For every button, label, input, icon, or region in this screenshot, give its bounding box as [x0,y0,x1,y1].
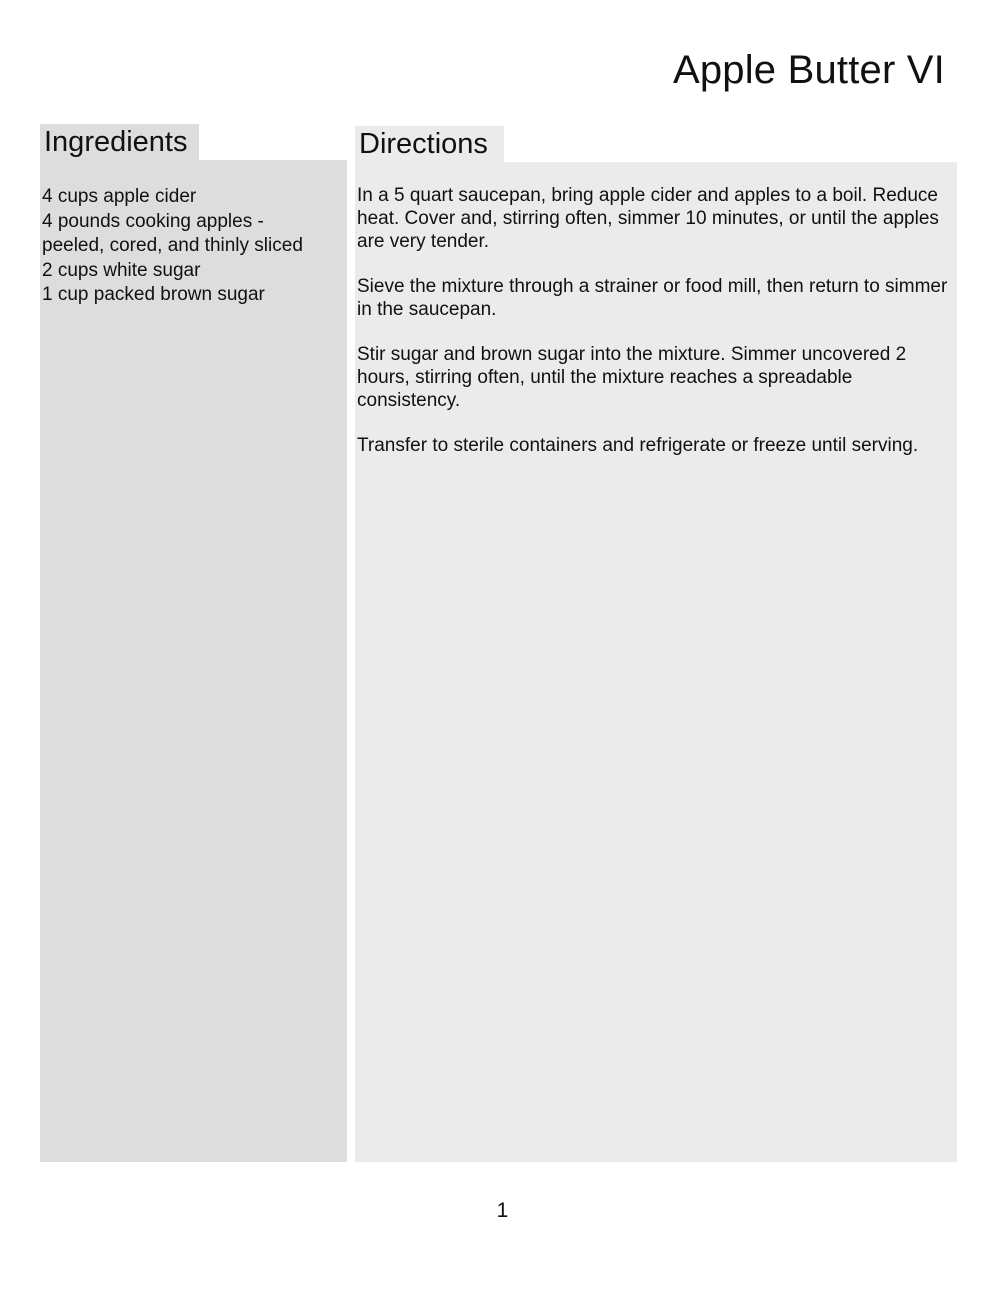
ingredient-item: 2 cups white sugar [42,259,201,281]
directions-panel [355,162,957,1162]
recipe-title: Apple Butter VI [672,48,945,92]
page-number: 1 [496,1199,509,1222]
direction-step: Sieve the mixture through a strainer or food mill, then return to simmer in the saucepan. [357,276,948,320]
direction-step: Transfer to sterile containers and refrigerate or freeze until serving. [357,435,919,456]
ingredient-list [42,185,347,308]
ingredients-heading: Ingredients [40,124,199,161]
direction-step: Stir sugar and brown sugar into the mixture. Simmer uncovered 2 hours, stirring often, until the mixture reaches a spreadable consistency. [357,344,907,411]
directions-heading: Directions [355,126,504,163]
ingredient-item: 4 pounds cooking apples - [42,210,264,232]
direction-step: In a 5 quart saucepan, bring apple cider and apples to a boil. Reduce heat. Cover and, stirring often, simmer 10 minutes, or until the apples are very tender. [357,185,939,252]
ingredients-panel [40,160,347,1162]
ingredient-item: 1 cup packed brown sugar [42,284,265,306]
ingredient-item: 4 cups apple cider [42,186,197,207]
ingredient-item: peeled, cored, and thinly sliced [42,235,303,257]
